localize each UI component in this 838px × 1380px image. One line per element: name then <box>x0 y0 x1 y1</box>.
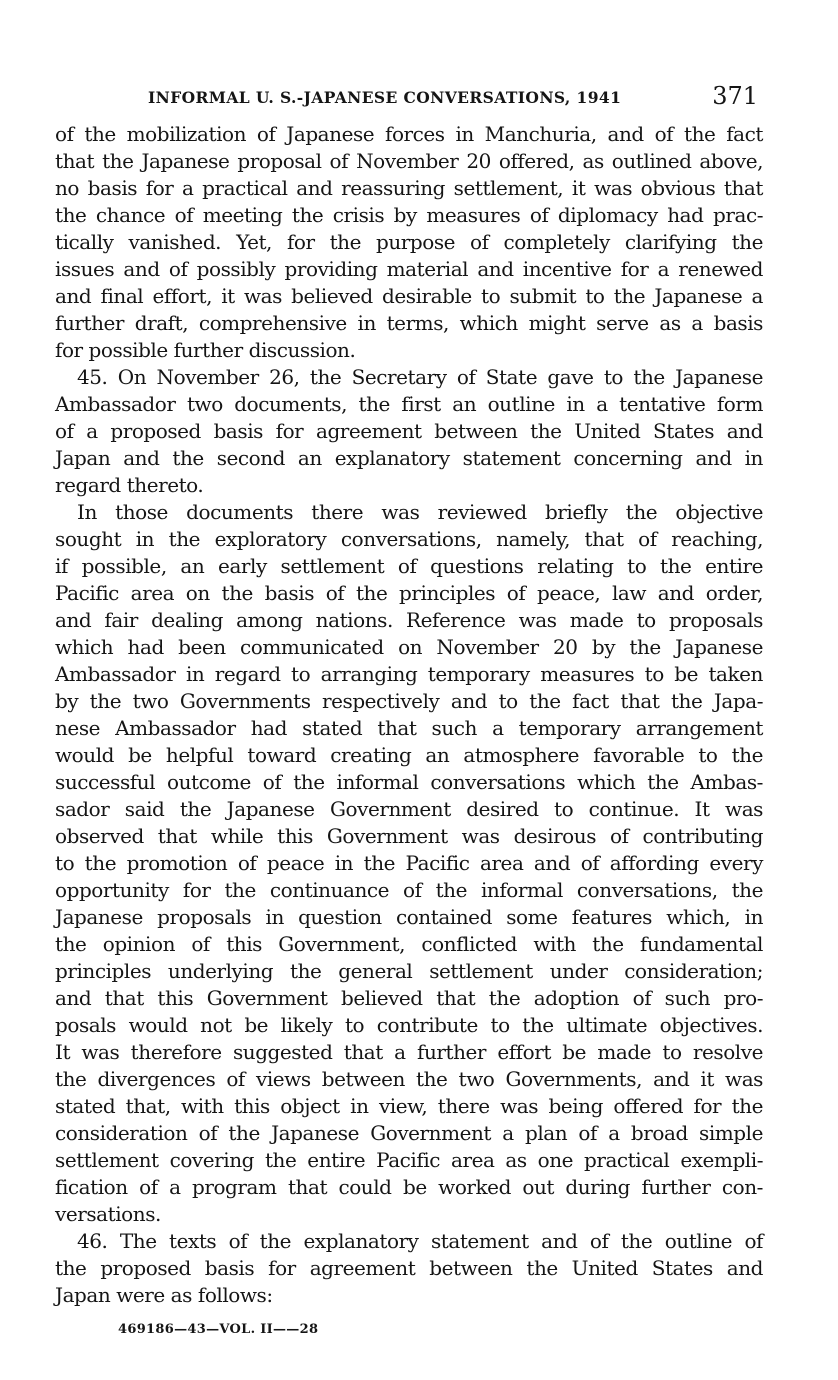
text-line: Japanese proposals in question contained some features which, in <box>55 905 763 929</box>
text-line: versations. <box>55 1202 161 1226</box>
text-line: of a proposed basis for agreement between the United States and <box>55 419 763 443</box>
text-line: Ambassador in regard to arranging temporary measures to be taken <box>55 662 763 686</box>
paragraph <box>55 499 763 1228</box>
text-line: would be helpful toward creating an atmosphere favorable to the <box>55 743 763 767</box>
text-line: posals would not be likely to contribute to the ultimate objectives. <box>55 1013 763 1037</box>
paragraph <box>55 364 763 499</box>
text-line: successful outcome of the informal conversations which the Ambas- <box>55 770 763 794</box>
running-head: INFORMAL U. S.-JAPANESE CONVERSATIONS, 1941 <box>148 88 622 107</box>
text-line: which had been communicated on November 20 by the Japanese <box>55 635 763 659</box>
paragraph <box>55 121 763 364</box>
text-line: 45. On November 26, the Secretary of State gave to the Japanese <box>77 365 763 389</box>
text-line: if possible, an early settlement of questions relating to the entire <box>55 554 763 578</box>
paragraph <box>55 1228 763 1309</box>
text-line: and fair dealing among nations. Reference was made to proposals <box>55 608 763 632</box>
text-line: tically vanished. Yet, for the purpose of completely clarifying the <box>55 230 763 254</box>
text-line: for possible further discussion. <box>55 338 356 362</box>
text-line: consideration of the Japanese Government a plan of a broad simple <box>55 1121 763 1145</box>
text-line: principles underlying the general settlement under consideration; <box>55 959 763 983</box>
text-line: sought in the exploratory conversations, namely, that of reaching, <box>55 527 763 551</box>
text-line: the divergences of views between the two Governments, and it was <box>55 1067 763 1091</box>
text-line: the chance of meeting the crisis by measures of diplomacy had prac- <box>55 203 763 227</box>
text-line: Pacific area on the basis of the principles of peace, law and order, <box>55 581 763 605</box>
text-line: stated that, with this object in view, there was being offered for the <box>55 1094 763 1118</box>
text-line: regard thereto. <box>55 473 204 497</box>
text-line: the proposed basis for agreement between the United States and <box>55 1256 763 1280</box>
text-line: In those documents there was reviewed briefly the objective <box>77 500 763 524</box>
text-line: and final effort, it was believed desirable to submit to the Japanese a <box>55 284 763 308</box>
page-number: 371 <box>712 82 758 110</box>
text-line: no basis for a practical and reassuring settlement, it was obvious that <box>55 176 763 200</box>
text-line: the opinion of this Government, conflicted with the fundamental <box>55 932 763 956</box>
text-line: to the promotion of peace in the Pacific area and of affording every <box>55 851 763 875</box>
text-line: settlement covering the entire Pacific area as one practical exempli- <box>55 1148 763 1172</box>
text-line: that the Japanese proposal of November 20 offered, as outlined above, <box>55 149 763 173</box>
text-line: issues and of possibly providing material and incentive for a renewed <box>55 257 763 281</box>
page-header <box>148 82 758 112</box>
text-line: Japan and the second an explanatory statement concerning and in <box>55 446 763 470</box>
text-line: It was therefore suggested that a further effort be made to resolve <box>55 1040 763 1064</box>
text-line: and that this Government believed that the adoption of such pro- <box>55 986 763 1010</box>
text-line: sador said the Japanese Government desired to continue. It was <box>55 797 763 821</box>
text-line: opportunity for the continuance of the informal conversations, the <box>55 878 763 902</box>
text-line: by the two Governments respectively and to the fact that the Japa- <box>55 689 763 713</box>
text-line: Japan were as follows: <box>55 1283 273 1307</box>
text-line: Ambassador two documents, the first an outline in a tentative form <box>55 392 763 416</box>
text-line: of the mobilization of Japanese forces in Manchuria, and of the fact <box>55 122 763 146</box>
text-line: observed that while this Government was desirous of contributing <box>55 824 763 848</box>
text-line: fication of a program that could be worked out during further con- <box>55 1175 763 1199</box>
text-line: further draft, comprehensive in terms, which might serve as a basis <box>55 311 763 335</box>
printer-code: 469186—43—VOL. II——28 <box>118 1322 319 1337</box>
text-line: nese Ambassador had stated that such a temporary arrangement <box>55 716 763 740</box>
text-line: 46. The texts of the explanatory statement and of the outline of <box>77 1229 763 1253</box>
body-text <box>55 121 763 1309</box>
